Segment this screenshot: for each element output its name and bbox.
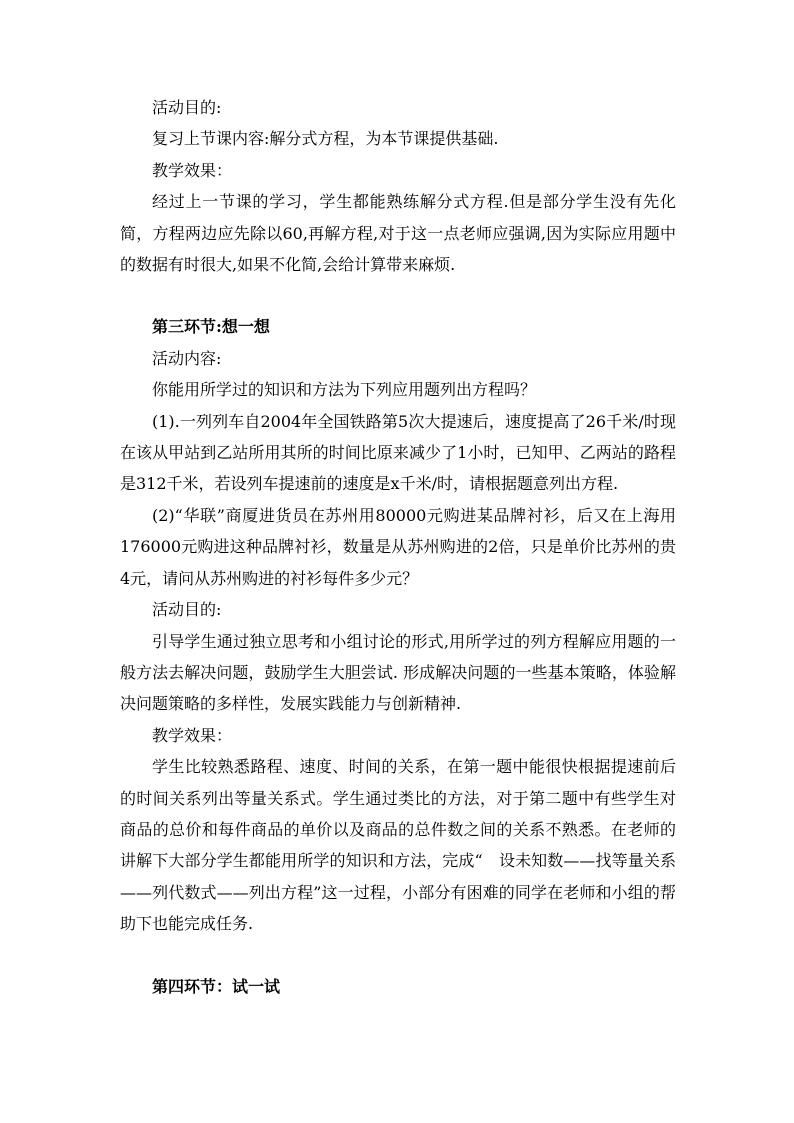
teaching-effect-label: 教学效果： xyxy=(152,725,233,745)
question-intro: 你能用所学过的知识和方法为下列应用题列出方程吗？ xyxy=(152,380,537,400)
teaching-effect-label: 教学效果： xyxy=(152,160,233,180)
section-spacer xyxy=(120,940,676,971)
activity-purpose-label: 活动目的: xyxy=(152,98,222,117)
section-heading-3: 第三环节:想一想 xyxy=(152,317,270,337)
section-spacer xyxy=(120,280,676,311)
activity-content-label: 活动内容: xyxy=(152,348,222,368)
activity-purpose-text: 引导学生通过独立思考和小组讨论的形式,用所学过的列方程解应用题的一般方法去解决问题，鼓励学生大胆尝试. 形成解决问题的一些基本策略，体验解决问题策略的多样性，发展实践能力与创新精神. xyxy=(120,631,676,714)
section-heading-4: 第四环节：试一试 xyxy=(152,976,281,996)
activity-purpose-label: 活动目的: xyxy=(152,600,222,620)
teaching-effect-text: 经过上一节课的学习，学生都能熟练解分式方程.但是部分学生没有先化简，方程两边应先除以60,再解方程,对于这一点老师应强调,因为实际应用题中的数据有时很大,如果不化简,会给计算带来麻烦. xyxy=(120,192,676,275)
problem-2: (2)“华联”商厦进货员在苏州用80000元购进某品牌衬衫，后又在上海用176000元购进这种品牌衬衫，数量是从苏州购进的2倍，只是单价比苏州的贵4元，请问从苏州购进的衬衫每件多少元？ xyxy=(120,505,676,588)
document-body xyxy=(120,92,676,1002)
activity-purpose-text: 复习上节课内容:解分式方程，为本节课提供基础. xyxy=(152,129,499,149)
problem-1: (1).一列列车自2004年全国铁路第5次大提速后，速度提高了26千米/时现在该从甲站到乙站所用其所的时间比原来减少了1小时，已知甲、乙两站的路程是312千米，若设列车提速前的速度是x千米/时，请根据题意列出方程. xyxy=(120,411,676,494)
teaching-effect-text: 学生比较熟悉路程、速度、时间的关系，在第一题中能很快根据提速前后的时间关系列出等量关系式。学生通过类比的方法，对于第二题中有些学生对商品的总价和每件商品的单价以及商品的总件数之间的关系不熟悉。在老师的讲解下大部分学生都能用所学的知识和方法，完成“ 设未知数——找等量关系——列代数式——列出方程”这一过程，小部分有困难的同学在老师和小组的帮助下也能完成任务. xyxy=(120,757,676,934)
